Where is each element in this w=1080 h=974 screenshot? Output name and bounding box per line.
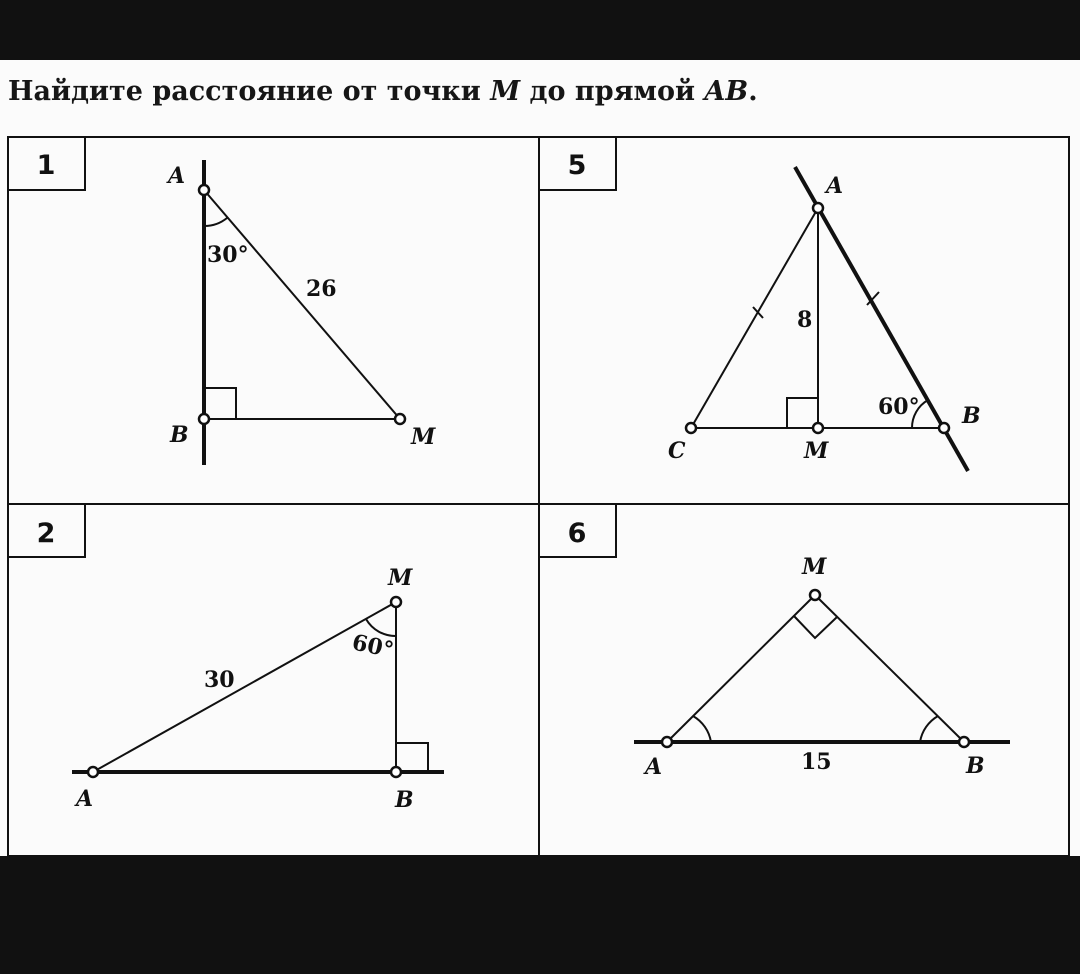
problem-number: 1: [36, 150, 56, 181]
label-a: A: [826, 173, 844, 199]
label-b: B: [395, 787, 414, 813]
label-b: B: [962, 403, 981, 429]
height-label: 8: [797, 307, 813, 333]
point-a: [662, 737, 672, 747]
point-m: [391, 597, 401, 607]
problem-1: [8, 137, 436, 465]
problem-number: 5: [567, 150, 587, 181]
point-m: [810, 590, 820, 600]
label-a: A: [645, 754, 663, 780]
right-angle-mark: [396, 743, 428, 772]
length-label: 15: [801, 749, 832, 775]
title-prefix: Найдите расстояние от точки: [8, 76, 491, 107]
title-line: AB: [704, 76, 749, 107]
label-m: M: [411, 424, 436, 450]
problem-number: 6: [567, 518, 587, 549]
problem-number: 2: [36, 518, 56, 549]
angle-arc-a: [693, 716, 711, 742]
title-middle: до прямой: [520, 76, 705, 107]
right-angle-mark: [794, 616, 837, 638]
label-m: M: [388, 565, 413, 591]
length-label: 26: [306, 276, 337, 302]
label-m: M: [804, 438, 829, 464]
label-m: M: [802, 554, 827, 580]
point-m: [813, 423, 823, 433]
title-suffix: .: [748, 76, 758, 107]
angle-arc: [204, 218, 227, 226]
label-b: B: [966, 753, 985, 779]
segment-mb: [815, 595, 964, 742]
problem-5: [539, 137, 981, 471]
problem-6: [539, 504, 1010, 780]
point-b: [959, 737, 969, 747]
angle-label: 30°: [207, 242, 249, 268]
label-a: A: [76, 786, 94, 812]
angle-label: 60°: [349, 629, 396, 664]
problem-grid: [8, 137, 1069, 856]
title-point: M: [490, 76, 521, 107]
right-angle-mark: [787, 398, 818, 428]
point-m: [395, 414, 405, 424]
problem-2: [8, 504, 444, 813]
segment-am: [93, 602, 396, 772]
point-b: [391, 767, 401, 777]
point-a: [88, 767, 98, 777]
label-c: C: [668, 438, 686, 464]
point-c: [686, 423, 696, 433]
angle-arc-b: [920, 716, 938, 742]
point-b: [939, 423, 949, 433]
angle-label: 60°: [878, 394, 920, 420]
point-a: [813, 203, 823, 213]
point-b: [199, 414, 209, 424]
segment-am: [204, 190, 400, 419]
length-label: 30: [204, 667, 235, 693]
right-angle-mark: [204, 388, 236, 419]
label-a: A: [168, 163, 186, 189]
label-b: B: [170, 422, 189, 448]
point-a: [199, 185, 209, 195]
segment-am: [667, 595, 815, 742]
